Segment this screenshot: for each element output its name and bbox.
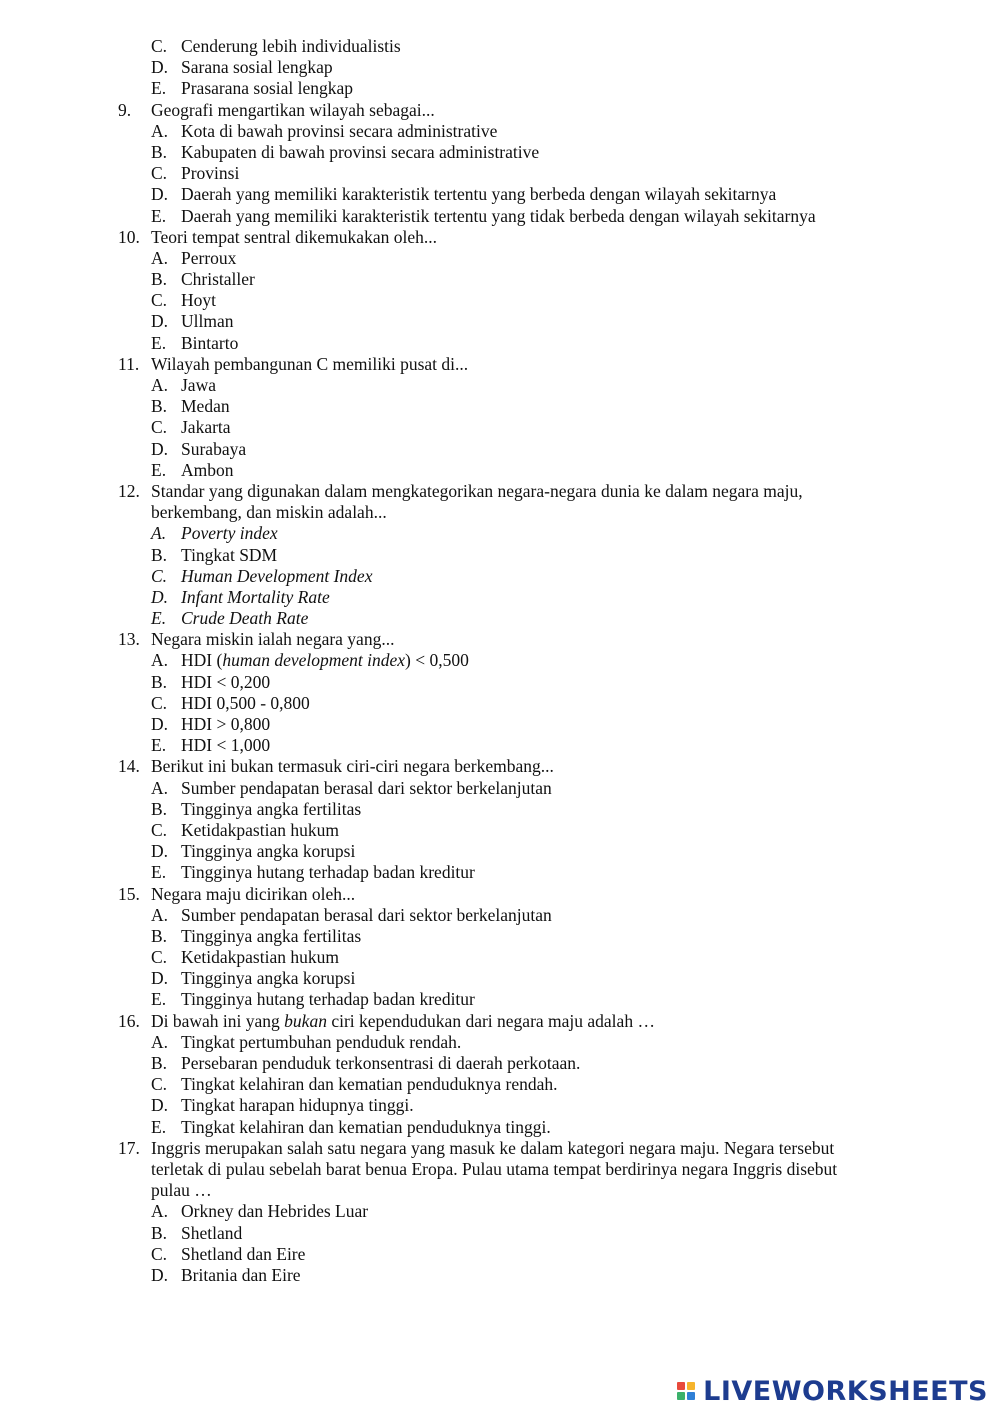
option-text: Sarana sosial lengkap (181, 57, 333, 78)
option-letter: E. (151, 78, 167, 99)
liveworksheets-logo-icon (677, 1382, 695, 1400)
question-17 (0, 1138, 1000, 1286)
option-row (0, 1053, 1000, 1074)
option-text: Shetland dan Eire (181, 1243, 306, 1264)
option-row (0, 333, 1000, 354)
option-text: Tingginya hutang terhadap badan kreditur (181, 862, 475, 883)
option-text: Shetland (181, 1222, 243, 1243)
question-text: Wilayah pembangunan C memiliki pusat di... (151, 353, 469, 374)
option-row (0, 947, 1000, 968)
option-row (0, 714, 1000, 735)
option-row (0, 163, 1000, 184)
option-row (0, 78, 1000, 99)
option-letter: D. (151, 841, 169, 862)
question-11 (0, 354, 1000, 481)
question-stem (0, 481, 1000, 502)
option-text: HDI ( (181, 650, 223, 671)
question-text-line (0, 502, 1000, 523)
option-letter: D. (151, 1095, 169, 1116)
option-row (0, 587, 1000, 608)
option-letter: C. (151, 36, 168, 56)
option-letter: D. (151, 57, 169, 78)
option-letter: D. (151, 586, 169, 607)
option-row (0, 926, 1000, 947)
option-text: Kabupaten di bawah provinsi secara administrative (181, 141, 540, 162)
option-letter: A. (151, 375, 169, 395)
option-text: Britania dan Eire (181, 1264, 301, 1285)
option-row (0, 1223, 1000, 1244)
option-row (0, 1265, 1000, 1286)
option-letter: D. (151, 311, 169, 332)
option-text: Tingginya hutang terhadap badan kreditur (181, 989, 475, 1010)
question-number: 11. (118, 353, 140, 374)
question-number: 15. (118, 883, 140, 904)
option-text: Bintarto (181, 332, 239, 353)
carryover-options (0, 36, 1000, 100)
question-stem (0, 884, 1000, 905)
option-letter: B. (151, 798, 168, 819)
option-row (0, 735, 1000, 756)
option-letter: A. (151, 247, 169, 268)
option-letter: B. (151, 1053, 168, 1073)
question-9 (0, 100, 1000, 227)
option-row (0, 417, 1000, 438)
option-row (0, 1032, 1000, 1053)
option-letter: A. (151, 523, 167, 544)
question-stem (0, 756, 1000, 777)
option-letter: B. (151, 671, 168, 692)
question-text: Inggris merupakan salah satu negara yang masuk ke dalam kategori negara maju. Negara tersebut (151, 1137, 835, 1158)
option-row (0, 206, 1000, 227)
option-row (0, 439, 1000, 460)
option-text: Persebaran penduduk terkonsentrasi di daerah perkotaan. (181, 1053, 581, 1073)
question-text-pre: Di bawah ini yang (151, 1010, 285, 1031)
option-text: HDI 0,500 - 0,800 (181, 692, 310, 713)
option-letter: E. (151, 205, 167, 226)
option-row (0, 566, 1000, 587)
option-text: Orkney dan Hebrides Luar (181, 1201, 369, 1222)
question-16 (0, 1011, 1000, 1138)
option-text: Jakarta (181, 417, 231, 438)
option-letter: A. (151, 1031, 169, 1052)
option-text: Daerah yang memiliki karakteristik tertentu yang berbeda dengan wilayah sekitarnya (181, 184, 777, 205)
option-letter: C. (151, 1243, 168, 1264)
option-text: Sumber pendapatan berasal dari sektor berkelanjutan (181, 777, 552, 798)
question-14 (0, 756, 1000, 883)
option-letter: C. (151, 417, 168, 438)
option-row (0, 778, 1000, 799)
option-text: Hoyt (181, 290, 216, 311)
option-text: Christaller (181, 269, 255, 290)
option-text: Ullman (181, 311, 234, 332)
option-text: HDI < 1,000 (181, 735, 271, 756)
question-text: Negara miskin ialah negara yang... (151, 629, 395, 650)
option-row (0, 1095, 1000, 1116)
question-text-line (0, 1159, 1000, 1180)
liveworksheets-footer (677, 1374, 988, 1408)
worksheet-page (0, 36, 1000, 1286)
option-text: Tingkat harapan hidupnya tinggi. (181, 1095, 414, 1116)
option-letter: A. (151, 1201, 169, 1222)
option-row (0, 36, 1000, 57)
option-text: Tingginya angka fertilitas (181, 925, 362, 946)
option-row (0, 375, 1000, 396)
question-number: 17. (118, 1137, 140, 1158)
logo-square (687, 1392, 695, 1400)
question-number: 14. (118, 756, 140, 777)
question-10 (0, 227, 1000, 354)
question-text: terletak di pulau sebelah barat benua Eropa. Pulau utama tempat berdirinya negara Inggris disebut (151, 1158, 838, 1179)
option-row (0, 820, 1000, 841)
option-letter: B. (151, 141, 168, 162)
question-text: Negara maju dicirikan oleh... (151, 883, 356, 904)
option-letter: A. (151, 904, 169, 925)
option-text: Infant Mortality Rate (181, 586, 330, 607)
option-text: Kota di bawah provinsi secara administrative (181, 120, 498, 141)
option-row (0, 269, 1000, 290)
option-row (0, 841, 1000, 862)
option-letter: D. (151, 184, 169, 205)
question-text: pulau … (151, 1180, 212, 1201)
question-number: 9. (118, 99, 132, 120)
question-number: 16. (118, 1010, 140, 1031)
option-letter: B. (151, 269, 168, 290)
question-stem (0, 354, 1000, 375)
option-letter: D. (151, 714, 169, 734)
option-text-after: ) < 0,500 (405, 650, 469, 671)
option-text: Human Development Index (181, 565, 373, 586)
option-row (0, 1201, 1000, 1222)
option-letter: D. (151, 968, 169, 989)
option-letter: B. (151, 544, 168, 565)
question-number: 12. (118, 480, 140, 501)
option-row (0, 1074, 1000, 1095)
option-row (0, 57, 1000, 78)
option-letter: A. (151, 777, 169, 798)
option-letter: B. (151, 1222, 168, 1243)
option-row (0, 460, 1000, 481)
option-row (0, 248, 1000, 269)
option-letter: E. (151, 459, 167, 480)
option-letter: D. (151, 1264, 169, 1285)
option-text: Ketidakpastian hukum (181, 947, 339, 968)
option-text-italic: human development index (222, 650, 406, 671)
option-text: HDI > 0,800 (181, 714, 271, 734)
option-text: Sumber pendapatan berasal dari sektor berkelanjutan (181, 904, 552, 925)
question-text: Geografi mengartikan wilayah sebagai... (151, 99, 435, 120)
question-text: Standar yang digunakan dalam mengkategorikan negara-negara dunia ke dalam negara maju, (151, 480, 803, 501)
option-text: Tingginya angka fertilitas (181, 798, 362, 819)
question-stem (0, 1138, 1000, 1159)
question-text: Berikut ini bukan termasuk ciri-ciri negara berkembang... (151, 756, 554, 777)
option-letter: C. (151, 692, 168, 713)
option-row (0, 1244, 1000, 1265)
option-row (0, 608, 1000, 629)
option-text: Tingginya angka korupsi (181, 841, 356, 862)
logo-square (687, 1382, 695, 1390)
brand-name: LIVEWORKSHEETS (703, 1375, 988, 1407)
option-text: Tingkat kelahiran dan kematian penduduknya rendah. (181, 1074, 558, 1095)
option-text: Cenderung lebih individualistis (181, 36, 401, 56)
option-letter: D. (151, 438, 169, 459)
option-row (0, 142, 1000, 163)
option-row (0, 862, 1000, 883)
question-stem (0, 629, 1000, 650)
option-letter: A. (151, 650, 169, 671)
question-stem (0, 227, 1000, 248)
option-letter: E. (151, 1116, 167, 1137)
option-text: Provinsi (181, 163, 240, 184)
logo-square (677, 1392, 685, 1400)
logo-square (677, 1382, 685, 1390)
question-stem (0, 100, 1000, 121)
option-letter: C. (151, 290, 168, 311)
option-text: Ketidakpastian hukum (181, 819, 339, 840)
option-letter: E. (151, 862, 167, 883)
question-12 (0, 481, 1000, 629)
option-row (0, 650, 1000, 671)
option-letter: E. (151, 989, 167, 1010)
option-row (0, 905, 1000, 926)
option-text: Prasarana sosial lengkap (181, 78, 354, 99)
question-text: berkembang, dan miskin adalah... (151, 502, 387, 523)
option-row (0, 968, 1000, 989)
option-row (0, 545, 1000, 566)
option-text: Surabaya (181, 438, 247, 459)
option-letter: A. (151, 120, 169, 141)
option-row (0, 184, 1000, 205)
option-letter: C. (151, 163, 168, 184)
option-text: Daerah yang memiliki karakteristik tertentu yang tidak berbeda dengan wilayah sekitarnya (181, 205, 816, 226)
option-text: Perroux (181, 247, 237, 268)
option-row (0, 290, 1000, 311)
option-letter: B. (151, 396, 168, 417)
question-15 (0, 884, 1000, 1011)
option-row (0, 396, 1000, 417)
option-text: HDI < 0,200 (181, 671, 271, 692)
option-letter: E. (151, 332, 167, 353)
option-row (0, 989, 1000, 1010)
option-text: Ambon (181, 459, 234, 480)
question-number: 10. (118, 226, 140, 247)
option-text: Tingginya angka korupsi (181, 968, 356, 989)
option-letter: C. (151, 1074, 168, 1095)
question-number: 13. (118, 629, 140, 650)
question-text: Teori tempat sentral dikemukakan oleh... (151, 226, 437, 247)
option-row (0, 121, 1000, 142)
option-letter: B. (151, 925, 168, 946)
option-row (0, 311, 1000, 332)
option-text: Jawa (181, 375, 216, 395)
option-text: Crude Death Rate (181, 608, 309, 629)
option-row (0, 1117, 1000, 1138)
option-text: Tingkat kelahiran dan kematian penduduknya tinggi. (181, 1116, 551, 1137)
question-text-post: ciri kependudukan dari negara maju adalah … (326, 1010, 655, 1031)
option-text: Tingkat SDM (181, 544, 278, 565)
option-letter: C. (151, 819, 168, 840)
option-row (0, 799, 1000, 820)
option-text: Poverty index (181, 523, 278, 544)
option-row (0, 672, 1000, 693)
question-text-line (0, 1180, 1000, 1201)
option-letter: E. (151, 735, 167, 756)
option-letter: C. (151, 947, 168, 968)
question-13 (0, 629, 1000, 756)
option-letter: C. (151, 565, 168, 586)
question-text-emphasis: bukan (284, 1010, 327, 1031)
option-row (0, 523, 1000, 544)
option-letter: E. (151, 608, 167, 629)
option-text: Tingkat pertumbuhan penduduk rendah. (181, 1031, 462, 1052)
option-row (0, 693, 1000, 714)
question-stem (0, 1011, 1000, 1032)
option-text: Medan (181, 396, 230, 417)
